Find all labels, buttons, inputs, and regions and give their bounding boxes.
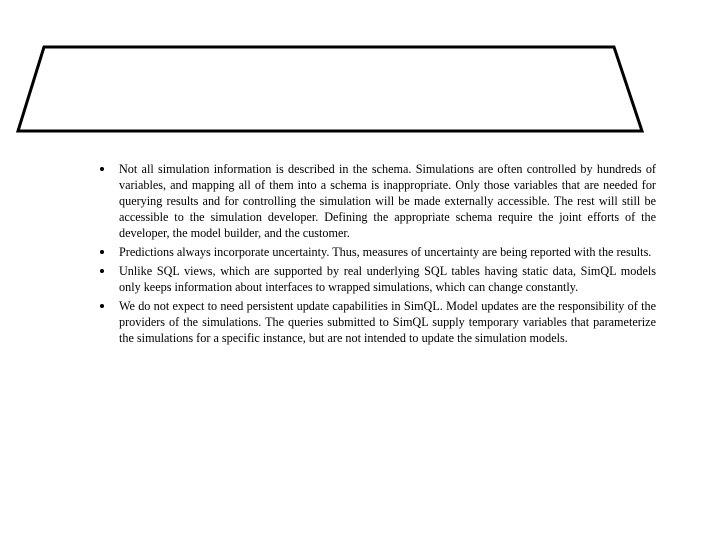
- bullet-dot-icon: [100, 304, 104, 308]
- bullet-item-uncertainty: [100, 244, 656, 260]
- bullet-text: Not all simulation information is described in the schema. Simulations are often controlled by hundreds of variables, and mapping all of them into a schema is inappropriate. Only those variables that are needed for querying results and for controlling the simulation will be made externally accessible. The rest will still be accessible to the simulation developer. Defining the appropriate schema require the joint efforts of the developer, the model builder, and the customer.: [119, 162, 656, 240]
- bullet-dot-icon: [100, 250, 104, 254]
- bullet-item-schema: [100, 161, 656, 241]
- bullet-list: [100, 161, 656, 349]
- bullet-dot-icon: [100, 167, 104, 171]
- bullet-text: We do not expect to need persistent update capabilities in SimQL. Model updates are the responsibility of the providers of the simulations. The queries submitted to SimQL supply temporary variables that parameterize the simulations for a specific instance, but are not intended to update the simulation models.: [119, 299, 656, 345]
- bullet-dot-icon: [100, 269, 104, 273]
- trapezoid-outline: [18, 47, 642, 131]
- bullet-text: Unlike SQL views, which are supported by real underlying SQL tables having static data, SimQL models only keeps information about interfaces to wrapped simulations, which can change constantly.: [119, 264, 656, 294]
- bullet-item-updates: [100, 298, 656, 346]
- bullet-item-sql-views: [100, 263, 656, 295]
- bullet-text: Predictions always incorporate uncertainty. Thus, measures of uncertainty are being reported with the results.: [119, 245, 652, 259]
- trapezoid-title-shape: [0, 0, 720, 140]
